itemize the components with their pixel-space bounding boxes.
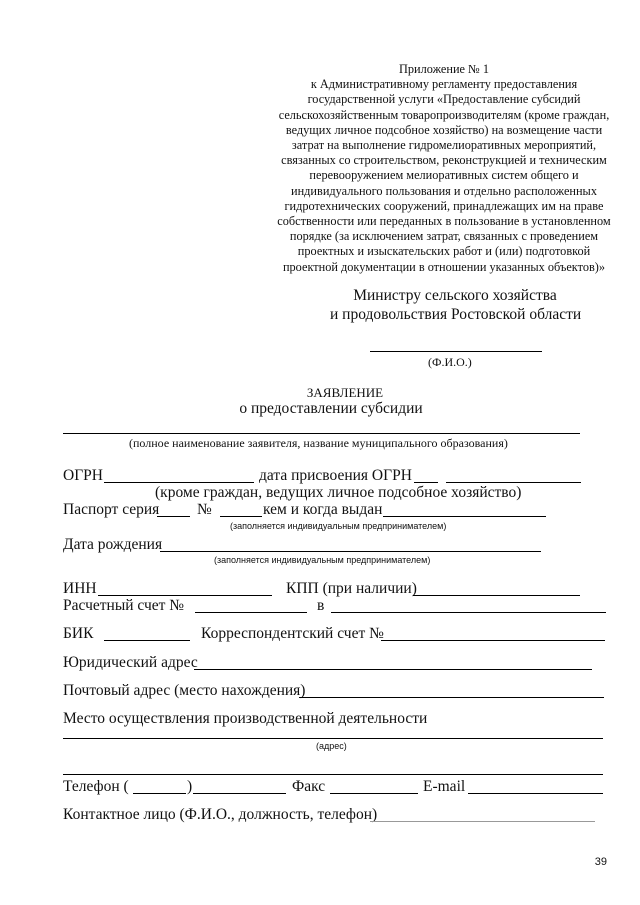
kpp-line[interactable] bbox=[413, 595, 580, 596]
passport-issued-line[interactable] bbox=[383, 516, 546, 517]
postal-address-label: Почтовый адрес (место нахождения) bbox=[63, 682, 306, 699]
passport-number-label: № bbox=[197, 501, 212, 518]
activity-address-line[interactable] bbox=[63, 738, 603, 739]
legal-address-line[interactable] bbox=[194, 669, 592, 670]
ogrn-note: (кроме граждан, ведущих личное подсобное хозяйство) bbox=[155, 484, 522, 501]
account-line[interactable] bbox=[195, 612, 307, 613]
appendix-line: затрат на выполнение гидромелиоративных мероприятий, bbox=[291, 138, 597, 153]
appendix-line: к Административному регламенту предоставления bbox=[310, 77, 578, 92]
passport-series-label: Паспорт серия bbox=[63, 501, 160, 518]
activity-address-line-2[interactable] bbox=[63, 774, 603, 775]
appendix-line: ведущих личное подсобное хозяйство) на возмещение части bbox=[285, 122, 603, 137]
appendix-header bbox=[248, 62, 640, 275]
appendix-line: проектной документации в отношении указанных объектов)» bbox=[282, 259, 606, 274]
email-label: E-mail bbox=[423, 778, 466, 795]
birth-date-line[interactable] bbox=[160, 551, 541, 552]
phone-code-line[interactable] bbox=[133, 793, 186, 794]
fio-signature-line[interactable] bbox=[370, 351, 542, 352]
appendix-line: сельскохозяйственным товаропроизводителям (кроме граждан, bbox=[278, 107, 610, 122]
email-line[interactable] bbox=[468, 793, 603, 794]
kpp-label: КПП (при наличии) bbox=[286, 580, 417, 597]
appendix-line: перевооружением мелиоративных систем общего и bbox=[309, 168, 579, 183]
appendix-line: Приложение № 1 bbox=[398, 62, 490, 76]
phone-number-line[interactable] bbox=[193, 793, 286, 794]
appendix-line: собственности или переданных в пользование в установленном bbox=[277, 214, 611, 229]
contact-person-label: Контактное лицо (Ф.И.О., должность, телефон) bbox=[63, 806, 378, 823]
ogrn-input-line[interactable] bbox=[104, 482, 254, 483]
account-label: Расчетный счет № bbox=[63, 597, 185, 614]
corr-account-line[interactable] bbox=[381, 640, 605, 641]
appendix-line: связанных со строительством, реконструкцией и техническим bbox=[281, 153, 607, 168]
inn-line[interactable] bbox=[98, 595, 272, 596]
postal-address-line[interactable] bbox=[299, 697, 604, 698]
ogrn-label: ОГРН bbox=[63, 467, 103, 484]
passport-number-line[interactable] bbox=[220, 516, 262, 517]
applicant-name-line[interactable] bbox=[63, 433, 580, 434]
appendix-line: гидротехнических сооружений, принадлежащих им на праве bbox=[284, 198, 604, 213]
address-caption: (адрес) bbox=[316, 741, 347, 751]
ogrn-date-day-line[interactable] bbox=[414, 482, 438, 483]
document-title: ЗАЯВЛЕНИЕ bbox=[306, 385, 384, 400]
fax-line[interactable] bbox=[330, 793, 418, 794]
addressee-block bbox=[330, 286, 580, 324]
document-subtitle: о предоставлении субсидии bbox=[239, 400, 423, 417]
entrepreneur-note-2: (заполняется индивидуальным предпринимателем) bbox=[214, 555, 431, 565]
fax-label: Факс bbox=[292, 778, 326, 795]
account-in-label: в bbox=[317, 597, 325, 614]
corr-account-label: Корреспондентский счет № bbox=[201, 625, 384, 642]
fio-caption: (Ф.И.О.) bbox=[428, 355, 472, 369]
addressee-line-2: и продовольствия Ростовской области bbox=[330, 306, 582, 323]
phone-label: Телефон ( bbox=[63, 778, 129, 795]
ogrn-date-label: дата присвоения ОГРН bbox=[259, 467, 412, 484]
birth-date-label: Дата рождения bbox=[63, 536, 163, 553]
contact-person-line[interactable] bbox=[370, 821, 595, 822]
addressee-line-1: Министру сельского хозяйства bbox=[353, 287, 557, 304]
bank-name-line[interactable] bbox=[331, 612, 606, 613]
passport-issued-label: кем и когда выдан bbox=[263, 501, 383, 518]
appendix-line: индивидуального пользования и отдельно расположенных bbox=[291, 183, 597, 198]
legal-address-label: Юридический адрес bbox=[63, 654, 198, 671]
appendix-line: государственной услуги «Предоставление субсидий bbox=[307, 92, 581, 107]
passport-series-line[interactable] bbox=[157, 516, 190, 517]
bik-label: БИК bbox=[63, 625, 94, 642]
page-number: 39 bbox=[594, 856, 607, 868]
activity-place-label: Место осуществления производственной деятельности bbox=[63, 710, 428, 727]
ogrn-date-line[interactable] bbox=[446, 482, 581, 483]
bik-line[interactable] bbox=[104, 640, 190, 641]
appendix-line: проектных и изыскательских работ и (или) подготовкой bbox=[297, 244, 591, 259]
phone-close-paren: ) bbox=[187, 778, 193, 795]
entrepreneur-note-1: (заполняется индивидуальным предпринимателем) bbox=[230, 521, 447, 531]
inn-label: ИНН bbox=[63, 580, 97, 597]
applicant-caption: (полное наименование заявителя, название муниципального образования) bbox=[129, 436, 508, 450]
appendix-line: порядке (за исключением затрат, связанных с проведением bbox=[289, 229, 599, 244]
